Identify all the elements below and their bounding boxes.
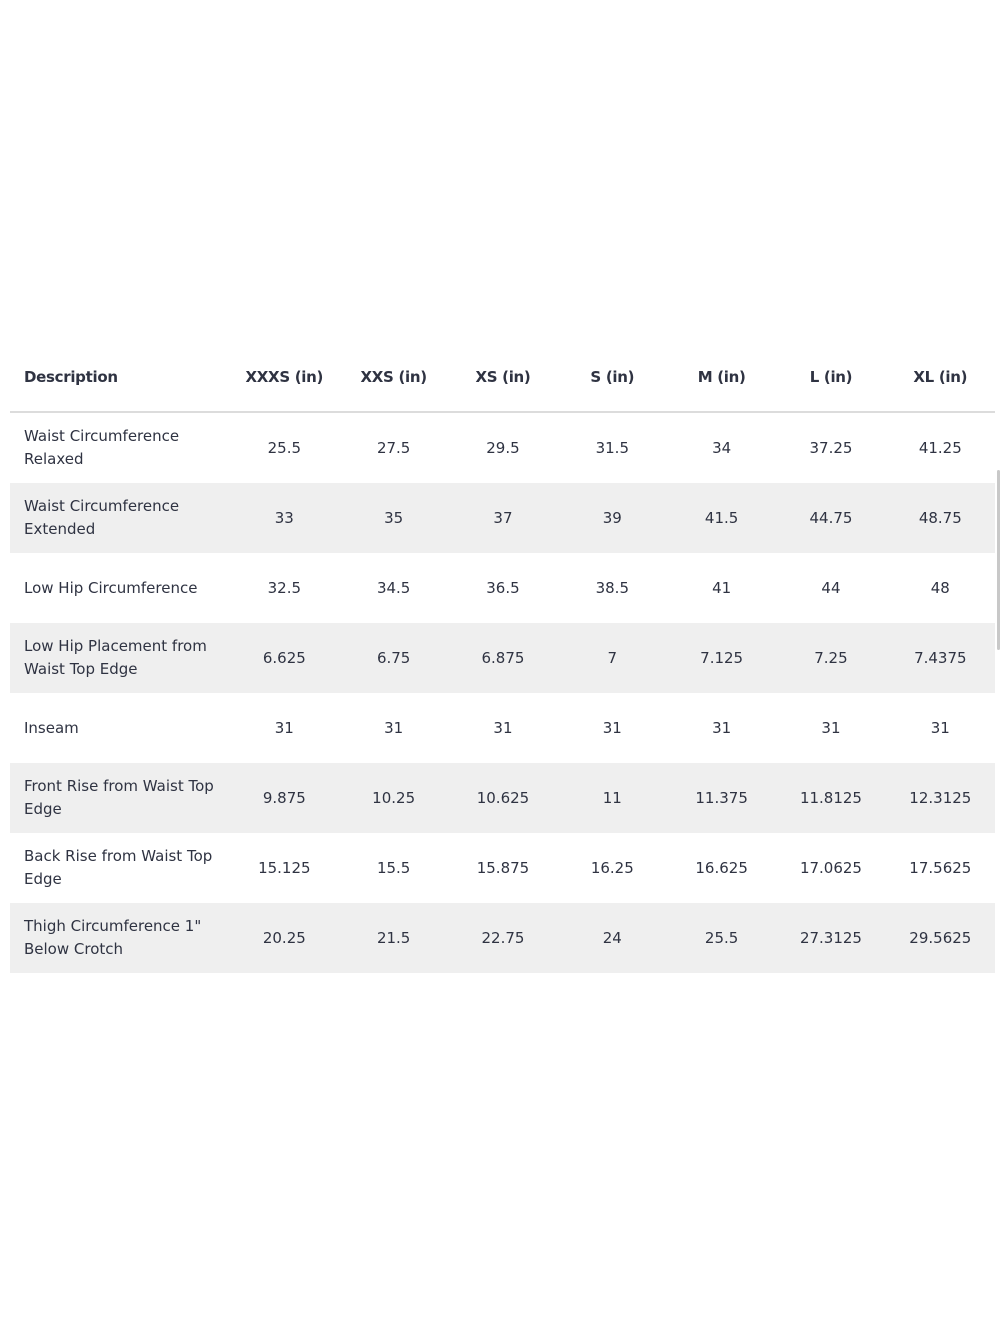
table-row — [10, 623, 995, 693]
measurement-value: 27.5 — [376, 439, 411, 457]
measurement-value: 39 — [558, 483, 667, 553]
measurement-value: 44.75 — [776, 483, 885, 553]
measurement-value: 29.5 — [486, 439, 520, 457]
measurement-value: 6.625 — [230, 623, 339, 693]
measurement-value: 7.4375 — [886, 623, 995, 693]
measurement-value: 15.125 — [258, 859, 311, 877]
measurement-value: 37 — [448, 483, 557, 553]
measurement-value: 31 — [384, 719, 404, 737]
measurement-value: 48 — [930, 579, 950, 597]
header-row — [10, 343, 995, 412]
measurement-description: Waist Circumference Extended — [10, 483, 230, 553]
measurement-value: 41 — [712, 579, 732, 597]
measurement-value: 17.0625 — [799, 859, 862, 877]
measurement-value: 31 — [712, 719, 732, 737]
measurement-value: 41.5 — [667, 483, 776, 553]
header-size-column: L (in) — [776, 343, 885, 412]
measurement-value: 35 — [339, 483, 448, 553]
measurement-value: 31 — [602, 719, 622, 737]
measurement-value: 31 — [274, 719, 294, 737]
measurement-value: 33 — [230, 483, 339, 553]
measurement-value: 25.5 — [267, 439, 302, 457]
table-row — [10, 553, 995, 623]
measurement-value: 25.5 — [667, 903, 776, 973]
header-description: Description — [10, 343, 230, 412]
table-row — [10, 693, 995, 763]
measurement-value: 11.375 — [667, 763, 776, 833]
header-size-column: XL (in) — [886, 343, 995, 412]
measurement-value: 24 — [558, 903, 667, 973]
table-header — [10, 343, 995, 412]
measurement-value: 22.75 — [448, 903, 557, 973]
measurement-value: 12.3125 — [886, 763, 995, 833]
measurement-value: 10.625 — [448, 763, 557, 833]
measurement-value: 9.875 — [230, 763, 339, 833]
table-row — [10, 833, 995, 903]
measurement-value: 31.5 — [595, 439, 629, 457]
measurement-value: 34 — [712, 439, 732, 457]
size-chart-table — [10, 343, 995, 973]
measurement-value: 16.25 — [590, 859, 634, 877]
measurement-value: 32.5 — [267, 579, 302, 597]
measurement-value: 6.75 — [339, 623, 448, 693]
header-size-column: M (in) — [667, 343, 776, 412]
measurement-value: 7 — [558, 623, 667, 693]
measurement-value: 7.125 — [667, 623, 776, 693]
measurement-value: 20.25 — [230, 903, 339, 973]
measurement-description: Inseam — [24, 718, 79, 737]
measurement-value: 34.5 — [376, 579, 411, 597]
table-row — [10, 483, 995, 553]
measurement-value: 6.875 — [448, 623, 557, 693]
measurement-value: 27.3125 — [776, 903, 885, 973]
measurement-value: 31 — [821, 719, 841, 737]
measurement-description: Waist Circumference Relaxed — [24, 427, 180, 468]
measurement-description: Front Rise from Waist Top Edge — [10, 763, 230, 833]
measurement-value: 17.5625 — [909, 859, 972, 877]
measurement-value: 41.25 — [918, 439, 962, 457]
measurement-value: 7.25 — [776, 623, 885, 693]
measurement-description: Low Hip Placement from Waist Top Edge — [10, 623, 230, 693]
measurement-value: 44 — [821, 579, 841, 597]
measurement-value: 29.5625 — [886, 903, 995, 973]
measurement-value: 11.8125 — [776, 763, 885, 833]
measurement-value: 10.25 — [339, 763, 448, 833]
header-size-column: XXXS (in) — [230, 343, 339, 412]
measurement-description: Thigh Circumference 1" Below Crotch — [10, 903, 230, 973]
measurement-value: 21.5 — [339, 903, 448, 973]
measurement-value: 37.25 — [809, 439, 853, 457]
table-row — [10, 903, 995, 973]
header-size-column: XXS (in) — [339, 343, 448, 412]
measurement-value: 36.5 — [486, 579, 520, 597]
table-row — [10, 412, 995, 483]
table-body — [10, 412, 995, 973]
measurement-value: 31 — [493, 719, 513, 737]
measurement-value: 48.75 — [886, 483, 995, 553]
measurement-value: 38.5 — [595, 579, 629, 597]
table-row — [10, 763, 995, 833]
header-size-column: XS (in) — [448, 343, 557, 412]
measurement-value: 16.625 — [695, 859, 748, 877]
measurement-value: 15.875 — [476, 859, 530, 877]
measurement-value: 31 — [930, 719, 950, 737]
header-size-column: S (in) — [558, 343, 667, 412]
measurement-value: 11 — [558, 763, 667, 833]
measurement-value: 15.5 — [376, 859, 411, 877]
measurement-description: Low Hip Circumference — [24, 578, 198, 597]
measurement-description: Back Rise from Waist Top Edge — [24, 847, 213, 888]
